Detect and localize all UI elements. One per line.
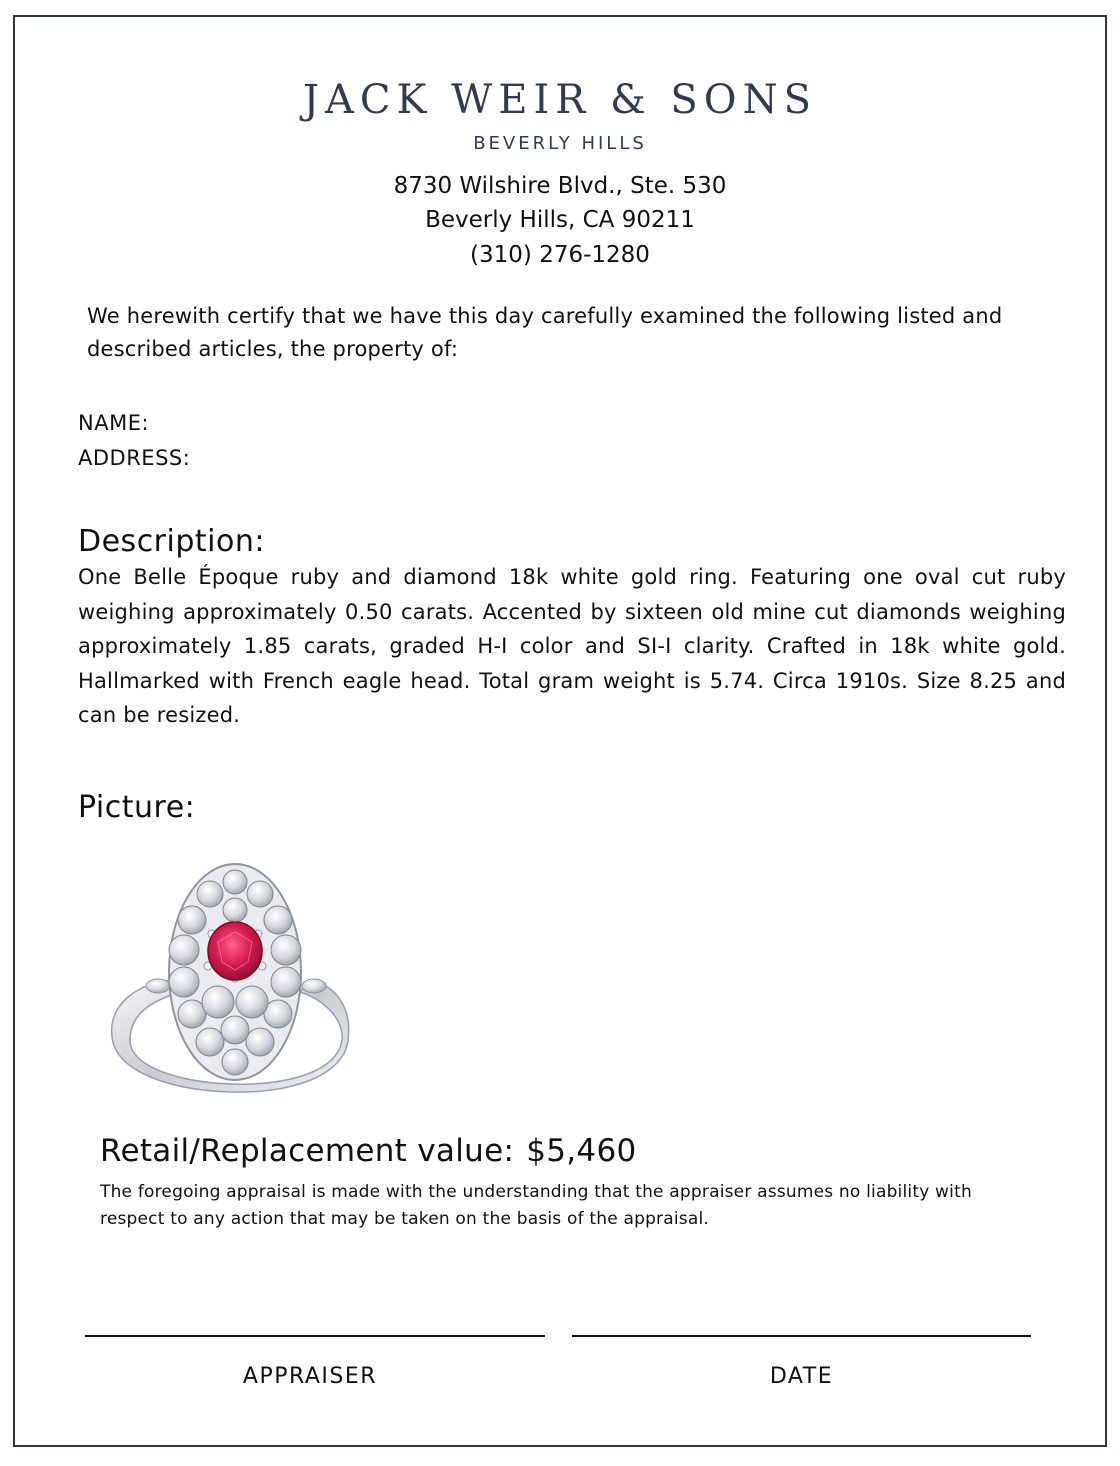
retail-value-amount: $5,460 bbox=[526, 1133, 637, 1169]
brand-logo-text: JACK WEIR & SONS bbox=[303, 77, 817, 123]
picture-heading: Picture: bbox=[78, 790, 196, 825]
date-signature-line bbox=[572, 1335, 1031, 1337]
retail-value bbox=[100, 1130, 637, 1172]
liability-disclaimer: The foregoing appraisal is made with the understanding that the appraiser assumes no liability with respect to any action that may be taken on the basis of the appraisal. bbox=[100, 1182, 972, 1229]
description-text: One Belle Époque ruby and diamond 18k white gold ring. Featuring one oval cut ruby weighing approximately 0.50 carats. Accented by sixteen old mine cut diamonds weighing approximately 1.85 carats, graded H-I color and SI-I clarity. Crafted in 18k white gold. Hallmarked with French eagle head. Total gram weight is 5.74. Circa 1910s. Size 8.25 and can be resized. bbox=[78, 565, 1066, 727]
date-label: DATE bbox=[769, 1364, 834, 1389]
phone-number: (310) 276-1280 bbox=[470, 242, 650, 268]
address-line-1: 8730 Wilshire Blvd., Ste. 530 bbox=[393, 173, 727, 199]
address-line-2: Beverly Hills, CA 90211 bbox=[425, 207, 695, 233]
brand-location: BEVERLY HILLS bbox=[473, 133, 647, 154]
ring-photo bbox=[100, 862, 350, 1094]
address-label: ADDRESS: bbox=[78, 446, 191, 470]
name-label: NAME: bbox=[78, 411, 150, 435]
appraiser-label: APPRAISER bbox=[242, 1364, 378, 1389]
appraiser-signature-line bbox=[85, 1335, 545, 1337]
retail-value-label: Retail/Replacement value: bbox=[100, 1133, 515, 1169]
certification-statement: We herewith certify that we have this day carefully examined the following listed and described articles, the property of: bbox=[87, 304, 1003, 361]
ruby-diamond-ring-icon bbox=[100, 862, 350, 1094]
description-heading: Description: bbox=[78, 524, 265, 559]
